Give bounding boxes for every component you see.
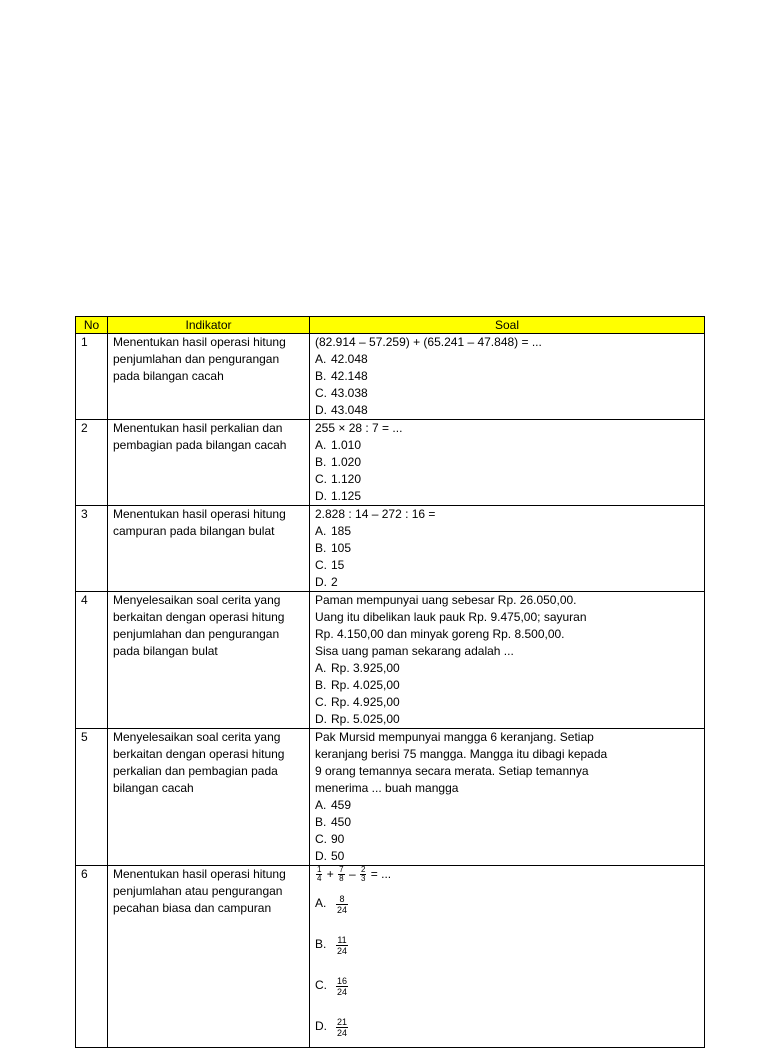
option-text: 90 — [331, 832, 345, 846]
soal-cell — [310, 729, 705, 866]
answer-option — [315, 694, 699, 711]
option-label: B. — [315, 678, 327, 692]
question-text: (82.914 – 57.259) + (65.241 – 47.848) = ... — [315, 335, 542, 349]
indikator-cell — [108, 592, 310, 729]
row-number: 1 — [76, 334, 108, 420]
answer-option — [315, 574, 699, 591]
operator: + — [326, 867, 334, 881]
indikator-line: pada bilangan cacah — [113, 369, 224, 383]
table-header-row — [76, 317, 705, 334]
option-text: 105 — [331, 541, 352, 555]
option-text: 15 — [331, 558, 345, 572]
fraction: $\frac{1}{4}$ — [317, 865, 322, 884]
table-row — [76, 866, 705, 1048]
question-text: 2.828 : 14 – 272 : 16 = — [315, 507, 436, 521]
option-text: 43.038 — [331, 386, 368, 400]
indikator-line: penjumlahan dan pengurangan — [113, 352, 280, 366]
question-table — [75, 316, 705, 1048]
indikator-line: Menentukan hasil operasi hitung — [113, 507, 286, 521]
indikator-line: Menyelesaikan soal cerita yang — [113, 593, 281, 607]
indikator-cell — [108, 866, 310, 1048]
indikator-line: pembagian pada bilangan cacah — [113, 438, 287, 452]
question-text: 9 orang temannya secara merata. Setiap temannya — [315, 764, 589, 778]
answer-option — [315, 402, 699, 419]
operator: – — [348, 867, 356, 881]
option-text: 42.148 — [331, 369, 368, 383]
indikator-line: pecahan biasa dan campuran — [113, 901, 272, 915]
soal-cell — [310, 592, 705, 729]
row-number: 3 — [76, 506, 108, 592]
fraction: $\frac{7}{8}$ — [339, 865, 344, 884]
answer-option — [315, 471, 699, 488]
answer-option: C. $\frac{16}{24}$ — [315, 975, 348, 997]
header-soal: Soal — [310, 317, 705, 334]
option-text: 1.020 — [331, 455, 362, 469]
answer-option — [315, 540, 699, 557]
row-number: 4 — [76, 592, 108, 729]
option-label: D. — [315, 849, 327, 863]
soal-cell — [310, 420, 705, 506]
table-row — [76, 334, 705, 420]
indikator-line: bilangan cacah — [113, 781, 194, 795]
option-label: C. — [315, 695, 327, 709]
answer-option: B. $\frac{11}{24}$ — [315, 934, 348, 956]
soal-cell — [310, 866, 705, 1048]
option-text: 459 — [331, 798, 352, 812]
row-number: 5 — [76, 729, 108, 866]
question-text: keranjang berisi 75 mangga. Mangga itu dibagi kepada — [315, 747, 608, 761]
answer-option — [315, 351, 699, 368]
option-text: 2 — [331, 575, 338, 589]
soal-cell — [310, 506, 705, 592]
indikator-cell — [108, 334, 310, 420]
option-label: C. — [315, 386, 327, 400]
option-text: 185 — [331, 524, 352, 538]
option-text: 50 — [331, 849, 345, 863]
indikator-cell — [108, 506, 310, 592]
answer-option — [315, 660, 699, 677]
answer-option — [315, 523, 699, 540]
option-label: B. — [315, 815, 327, 829]
answer-option: D. $\frac{21}{24}$ — [315, 1016, 348, 1038]
option-label: C. — [315, 832, 327, 846]
row-number: 6 — [76, 866, 108, 1048]
header-no: No — [76, 317, 108, 334]
option-label: D. — [315, 575, 327, 589]
table-row — [76, 420, 705, 506]
option-label: B. — [315, 455, 327, 469]
option-label: A. — [315, 352, 327, 366]
indikator-line: Menentukan hasil operasi hitung — [113, 867, 286, 881]
indikator-line: penjumlahan dan pengurangan — [113, 627, 280, 641]
indikator-cell — [108, 420, 310, 506]
option-text: 1.010 — [331, 438, 362, 452]
indikator-line: perkalian dan pembagian pada — [113, 764, 278, 778]
question-text: menerima ... buah mangga — [315, 781, 459, 795]
indikator-line: penjumlahan atau pengurangan — [113, 884, 283, 898]
question-text: Uang itu dibelikan lauk pauk Rp. 9.475,00; sayuran — [315, 610, 587, 624]
indikator-line: campuran pada bilangan bulat — [113, 524, 275, 538]
option-text: Rp. 4.025,00 — [331, 678, 400, 692]
indikator-line: berkaitan dengan operasi hitung — [113, 747, 285, 761]
answer-option — [315, 437, 699, 454]
answer-option: A. $\frac{8}{24}$ — [315, 893, 348, 915]
header-indikator: Indikator — [108, 317, 310, 334]
option-label: A. — [315, 524, 327, 538]
table-row — [76, 729, 705, 866]
table-row — [76, 592, 705, 729]
option-label: A. — [315, 438, 327, 452]
option-text: 1.125 — [331, 489, 362, 503]
option-text: 1.120 — [331, 472, 362, 486]
expression-tail: = ... — [370, 867, 392, 881]
question-text: Pak Mursid mempunyai mangga 6 keranjang. Setiap — [315, 730, 594, 744]
answer-option — [315, 368, 699, 385]
option-text: Rp. 4.925,00 — [331, 695, 400, 709]
answer-option — [315, 557, 699, 574]
option-text: 450 — [331, 815, 352, 829]
answer-option — [315, 488, 699, 505]
option-text: 42.048 — [331, 352, 368, 366]
indikator-cell — [108, 729, 310, 866]
answer-option — [315, 831, 699, 848]
option-label: D. — [315, 403, 327, 417]
indikator-line: berkaitan dengan operasi hitung — [113, 610, 285, 624]
option-label: A. — [315, 661, 327, 675]
indikator-line: Menentukan hasil perkalian dan — [113, 421, 283, 435]
answer-option — [315, 677, 699, 694]
option-label: C. — [315, 472, 327, 486]
answer-option — [315, 711, 699, 728]
answer-option — [315, 797, 699, 814]
option-label: D. — [315, 489, 327, 503]
indikator-line: Menentukan hasil operasi hitung — [113, 335, 286, 349]
option-label: A. — [315, 798, 327, 812]
fraction: $\frac{2}{3}$ — [360, 865, 366, 884]
indikator-line: pada bilangan bulat — [113, 644, 218, 658]
answer-option — [315, 814, 699, 831]
question-text: 255 × 28 : 7 = ... — [315, 421, 403, 435]
option-text: 43.048 — [331, 403, 368, 417]
option-label: D. — [315, 712, 327, 726]
option-text: Rp. 3.925,00 — [331, 661, 400, 675]
option-label: B. — [315, 541, 327, 555]
soal-cell — [310, 334, 705, 420]
answer-option — [315, 454, 699, 471]
option-label: C. — [315, 558, 327, 572]
answer-option — [315, 848, 699, 865]
option-label: B. — [315, 369, 327, 383]
option-text: Rp. 5.025,00 — [331, 712, 400, 726]
question-text: Rp. 4.150,00 dan minyak goreng Rp. 8.500,00. — [315, 627, 565, 641]
answer-option — [315, 385, 699, 402]
indikator-line: Menyelesaikan soal cerita yang — [113, 730, 281, 744]
table-row — [76, 506, 705, 592]
fraction-expression — [315, 866, 699, 883]
question-text: Paman mempunyai uang sebesar Rp. 26.050,00. — [315, 593, 577, 607]
row-number: 2 — [76, 420, 108, 506]
question-text: Sisa uang paman sekarang adalah ... — [315, 644, 514, 658]
